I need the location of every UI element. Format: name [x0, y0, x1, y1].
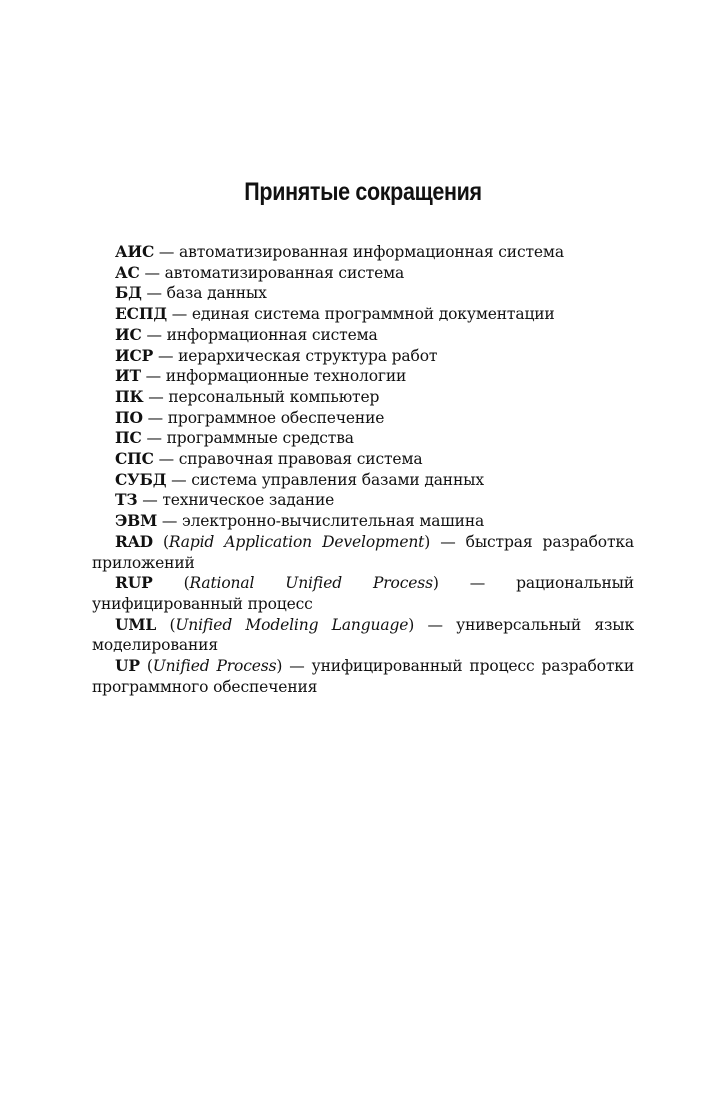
abbreviation-definition: — автоматизированная информационная система: [154, 243, 564, 261]
abbreviation-definition: ) — унифицированный процесс разработки программного обеспечения: [92, 657, 634, 696]
abbreviation-term: UML: [115, 614, 157, 634]
abbreviation-definition: — электронно-вычислительная машина: [157, 512, 485, 531]
abbreviation-entry-ais: [92, 242, 634, 263]
abbreviation-definition: — программные средства: [141, 429, 354, 448]
abbreviation-entry-rad: [92, 532, 634, 573]
abbreviation-definition: — автоматизированная система: [139, 263, 405, 282]
abbreviation-open-paren: (: [139, 657, 153, 676]
abbreviation-term: ИС: [115, 324, 142, 344]
abbreviation-term: ИСР: [115, 345, 154, 365]
abbreviation-term: БД: [115, 283, 142, 303]
abbreviation-definition: — персональный компьютер: [143, 387, 380, 406]
abbreviation-term: ПС: [115, 428, 142, 448]
abbreviation-definition: — информационная система: [141, 325, 378, 344]
abbreviation-entry-tz: [92, 490, 634, 511]
abbreviation-expansion: Rapid Application Development: [168, 532, 425, 551]
abbreviation-expansion: Unified Process: [152, 657, 277, 676]
abbreviation-definition: — иерархическая структура работ: [153, 346, 438, 365]
abbreviation-entry-sps: [92, 449, 634, 470]
abbreviation-term: СПС: [115, 449, 154, 469]
abbreviation-term: АИС: [115, 242, 155, 261]
abbreviation-entry-bd: [92, 283, 634, 304]
abbreviation-entry-pk: [92, 387, 634, 408]
page-title: Принятые сокращения: [244, 178, 482, 206]
abbreviation-entry-as: [92, 263, 634, 284]
abbreviation-definition: — техническое задание: [137, 491, 335, 510]
abbreviation-definition: — база данных: [141, 284, 267, 303]
abbreviation-term: АС: [115, 262, 140, 282]
abbreviation-entry-up: [92, 656, 634, 697]
abbreviation-open-paren: (: [156, 615, 176, 634]
abbreviation-expansion: Rational Unified Process: [189, 574, 433, 593]
abbreviation-list: [92, 242, 634, 697]
abbreviation-term: UP: [115, 656, 140, 676]
abbreviation-entry-ps: [92, 428, 634, 449]
abbreviation-open-paren: (: [152, 532, 169, 551]
abbreviation-open-paren: (: [152, 574, 190, 593]
abbreviation-entry-rup: [92, 573, 634, 614]
abbreviation-term: ИТ: [115, 366, 141, 386]
abbreviation-entry-isr: [92, 346, 634, 367]
abbreviation-term: ПО: [115, 407, 143, 427]
abbreviation-entry-subd: [92, 470, 634, 491]
abbreviation-entry-is: [92, 325, 634, 346]
abbreviation-entry-it: [92, 366, 634, 387]
abbreviation-entry-espd: [92, 304, 634, 325]
abbreviation-definition: — система управления базами данных: [166, 470, 484, 489]
abbreviation-definition: ) — универсальный язык моделирования: [92, 615, 634, 655]
abbreviation-definition: — справочная правовая система: [153, 450, 423, 469]
abbreviation-definition: — информационные технологии: [140, 367, 407, 386]
abbreviation-expansion: Unified Modeling Language: [175, 615, 409, 634]
abbreviation-definition: ) — быстрая разработка приложений: [92, 532, 634, 572]
abbreviation-definition: — единая система программной документации: [166, 305, 555, 324]
abbreviation-definition: ) — рациональный унифицированный процесс: [92, 574, 634, 613]
abbreviation-term: RUP: [115, 573, 153, 593]
abbreviation-term: RAD: [115, 531, 153, 551]
abbreviation-term: СУБД: [115, 469, 167, 489]
abbreviation-term: ЭВМ: [115, 511, 158, 531]
abbreviation-entry-uml: [92, 615, 634, 656]
abbreviation-entry-evm: [92, 511, 634, 532]
abbreviation-entry-po: [92, 408, 634, 429]
abbreviation-definition: — программное обеспечение: [142, 408, 385, 427]
abbreviation-term: ЕСПД: [115, 304, 167, 324]
abbreviation-term: ПК: [115, 386, 144, 406]
abbreviation-term: ТЗ: [115, 490, 138, 510]
